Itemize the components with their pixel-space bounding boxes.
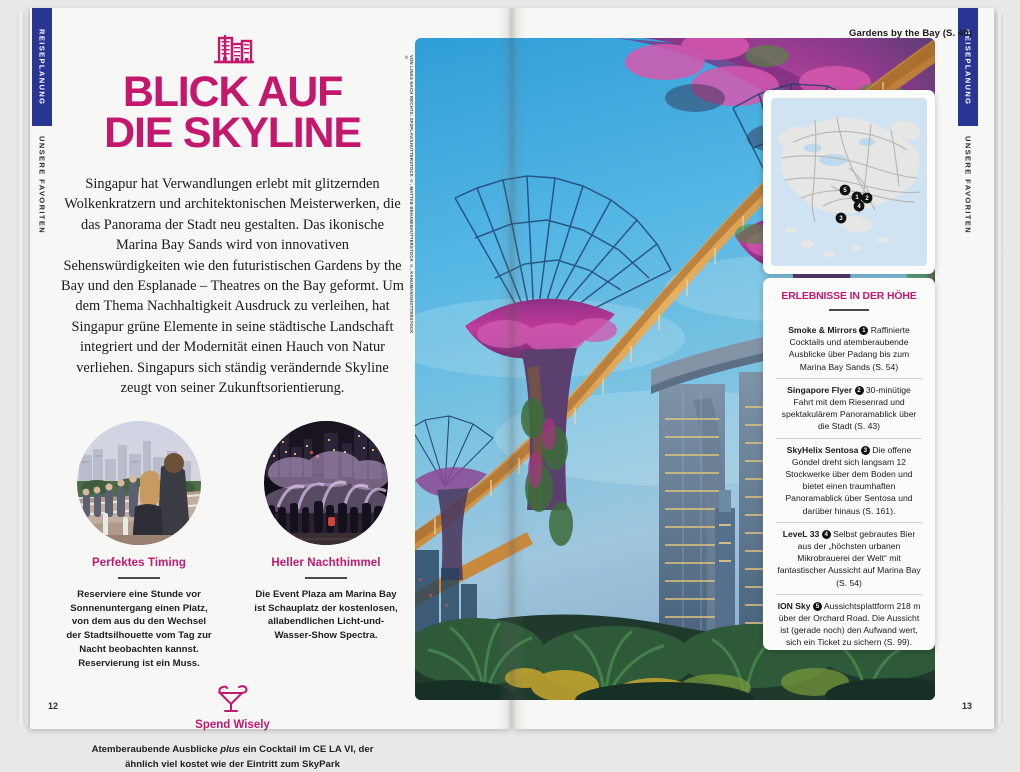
tip-body (60, 743, 405, 772)
marker-badge: 3 (861, 446, 870, 455)
marker-badge: 2 (855, 386, 864, 395)
list-item[interactable] (776, 522, 922, 594)
map-marker-4 (854, 201, 865, 212)
experiences-card (763, 278, 935, 650)
page-title-line-2: DIE SKYLINE (104, 108, 361, 157)
map-marker-5 (840, 185, 851, 196)
folio-right: 13 (961, 701, 972, 711)
index-tab-unsere-favoriten-right-label: UNSERE FAVORITEN (963, 135, 973, 235)
index-tab-reiseplanung-right-label: REISEPLANUNG (963, 28, 973, 106)
singapore-locator-map-graphic (771, 98, 927, 266)
tip-title: Spend Wisely (195, 719, 270, 732)
city-buildings-icon (210, 30, 256, 64)
rooftop-viewing-deck-crowd-photo (77, 421, 201, 545)
marker-badge: 4 (822, 530, 831, 539)
singapore-locator-map[interactable] (763, 90, 935, 274)
experience-name: Smoke & Mirrors (788, 325, 857, 335)
marker-badge: 1 (859, 326, 868, 335)
experience-text: Aussichtsplattform 218 m über der Orchard Road. Die Aussicht ist (gerade noch) den Aufwand wert, sich ein Ticket zu sichern (S. 99). (778, 600, 921, 648)
marker-badge: 5 (813, 602, 822, 611)
feature-card-perfektes-timing (64, 421, 214, 671)
svg-text:4: 4 (857, 204, 861, 211)
feature-card-title: Heller Nachthimmel (271, 556, 381, 569)
tip-body-before: Atemberaubende Ausblicke (91, 744, 221, 756)
list-item[interactable] (776, 319, 922, 378)
index-tab-reiseplanung[interactable] (32, 8, 52, 126)
svg-text:2: 2 (865, 196, 869, 203)
cocktail-glass-icon (216, 685, 250, 715)
index-tab-unsere-favoriten-label: UNSERE FAVORITEN (37, 135, 47, 235)
experiences-title: ERLEBNISSE IN DER HÖHE (781, 291, 917, 302)
list-item[interactable] (776, 438, 922, 522)
experience-text: Die offene Gondel dreht sich langsam 12 Stockwerke über dem Boden und bietet einen traumhaften Panoramablick über Sentosa und darüber hinaus (S. 161). (785, 444, 913, 516)
map-marker-3 (836, 213, 847, 224)
experience-name: ION Sky (777, 600, 811, 611)
photo-credit: VON LINKS NACH RECHTS: ZPZPLAV/SHUTTERSTOCK ©, MATTAB BEHAM/SHUTTERSTOCK ©, KANUMAN/SHUTTERSTOCK © (404, 55, 414, 334)
page-edge-stack-left (17, 12, 31, 725)
map-marker-1 (852, 192, 863, 203)
tip-body-after: ein Cocktail im CE LA VI, der ähnlich viel kostet wie der Eintritt zum SkyPark (125, 744, 374, 770)
feature-card-title: Perfektes Timing (91, 556, 187, 569)
folio-left: 12 (48, 701, 59, 711)
experience-text: Selbst gebrautes Bier aus der „höchsten urbanen Mikrobrauerei der Welt“ mit fantastischer Aussicht auf Marina Bay (S. 54) (777, 528, 921, 588)
experience-text: 30-minütige Fahrt mit dem Riesenrad und spektakulärem Panoramablick über die Stadt (S. 43) (781, 384, 917, 432)
left-page-content (60, 8, 405, 772)
night-water-light-show-photo (264, 421, 388, 545)
divider (829, 309, 869, 311)
page-title (60, 68, 405, 157)
divider (118, 577, 160, 579)
intro-paragraph: Singapur hat Verwandlungen erlebt mit glitzernden Wolkenkratzern und architektonischen Meisterwerken, die das Panorama der Stadt neu gestalten. Das ikonische Marina Bay Sands wird von innovativen Sehenswürdigkeiten wie den futuristischen Gardens by the Bay und den Esplanade – Theatres on the Bay geformt. Um dem Thema Nachhaltigkeit Ausdruck zu verleihen, hat Singapur grüne Elemente in seine städtische Landschaft integriert und der Modernität einen Hauch von Natur verliehen. Singapurs sich ständig verändernde Skyline zeugt von seiner Zukunftsorientierung. (60, 175, 405, 397)
map-marker-2 (862, 193, 873, 204)
spend-wisely-tip (60, 685, 405, 772)
index-tab-unsere-favoriten-right[interactable] (958, 126, 978, 244)
feature-card-heller-nachthimmel (251, 421, 401, 671)
index-tab-reiseplanung-label: REISEPLANUNG (37, 28, 47, 106)
experience-name: SkyHelix Sentosa (786, 444, 859, 455)
index-tab-reiseplanung-right[interactable] (958, 8, 978, 126)
experience-name: Singapore Flyer (787, 384, 853, 395)
feature-card-body: Die Event Plaza am Marina Bay ist Schauplatz der kostenlosen, allabendlichen Licht-und-Wasser-Show Spectra. (254, 588, 398, 642)
experience-name: LeveL 33 (782, 528, 820, 539)
svg-text:3: 3 (839, 216, 843, 223)
svg-text:1: 1 (855, 195, 859, 202)
experience-text: Raffinierte Cocktails und atemberaubende Ausblicke über Padang bis zum Marina Bay Sands (S. 54) (788, 325, 910, 372)
tip-body-italic: plus (220, 744, 240, 756)
index-tab-unsere-favoriten[interactable] (32, 126, 52, 244)
index-tabs-right (958, 8, 978, 244)
feature-card-body: Reserviere eine Stunde vor Sonnenuntergang einen Platz, von dem aus du den Wechsel der Stadtsilhouette vom Tag zur Nacht beobachten kannst. Reservierung ist ein Muss. (66, 588, 212, 670)
page-title-line-1: BLICK AUF (122, 68, 343, 116)
feature-cards (60, 421, 405, 671)
svg-text:5: 5 (843, 188, 847, 195)
photo-caption: Gardens by the Bay (S. 40) (849, 28, 972, 39)
index-tabs-left (32, 8, 52, 244)
list-item[interactable] (776, 594, 922, 654)
list-item[interactable] (776, 378, 922, 438)
divider (305, 577, 347, 579)
